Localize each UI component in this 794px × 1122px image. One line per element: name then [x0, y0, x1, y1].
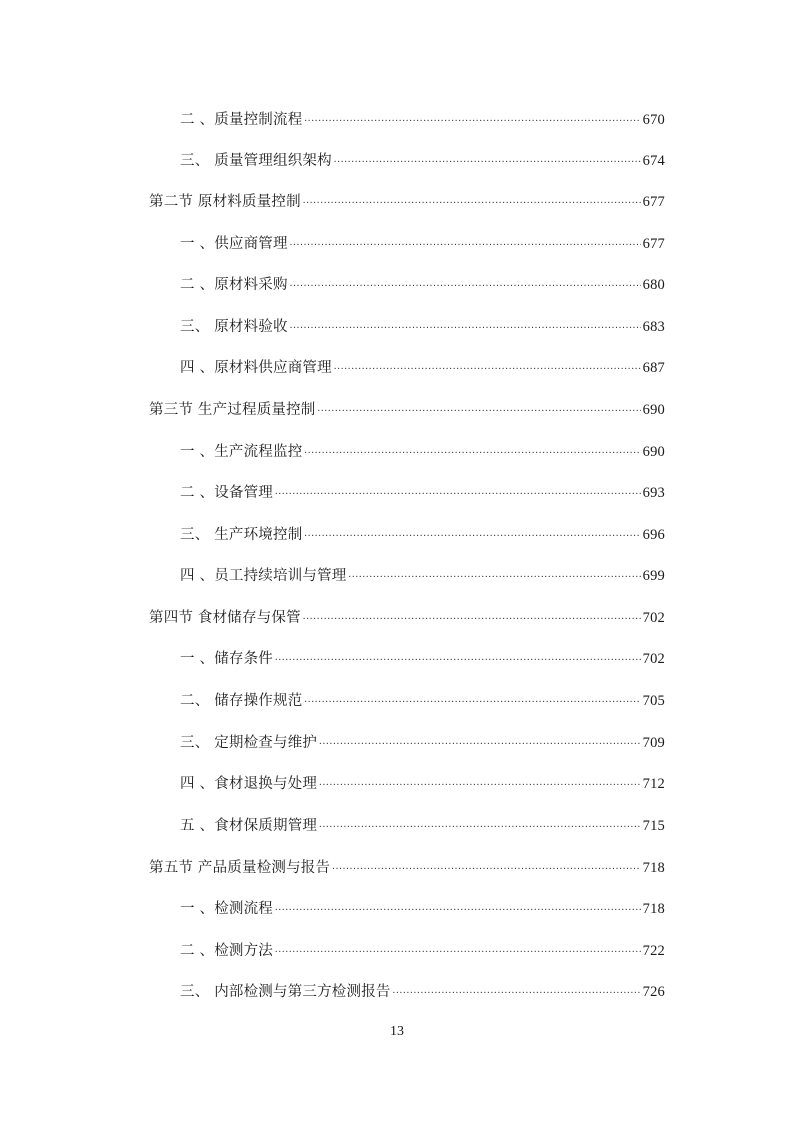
- toc-entry-page: 718: [642, 901, 665, 917]
- toc-entry-label: 一 、检测流程: [180, 901, 274, 917]
- toc-entry-label: 三、 生产环境控制: [180, 527, 303, 543]
- toc-entry-label: 一 、生产流程监控: [180, 444, 303, 460]
- page-number: 13: [390, 1024, 404, 1039]
- toc-entry-page: 699: [642, 568, 665, 584]
- toc-section-entry[interactable]: [149, 399, 665, 421]
- toc-entry-page: 709: [642, 735, 665, 751]
- toc-entry-page: 687: [642, 360, 665, 376]
- toc-entry-label: 一 、供应商管理: [180, 236, 288, 252]
- toc-entry-label: 第二节 原材料质量控制: [149, 194, 301, 210]
- toc-leader-dots: [304, 440, 640, 462]
- toc-entry-page: 718: [642, 860, 665, 876]
- toc-leader-dots: [275, 897, 641, 919]
- toc-entry[interactable]: [180, 815, 665, 837]
- toc-entry[interactable]: [180, 898, 665, 920]
- toc-leader-dots: [319, 814, 641, 836]
- toc-leader-dots: [334, 356, 641, 378]
- toc-leader-dots: [304, 523, 640, 545]
- toc-leader-dots: [304, 108, 640, 130]
- toc-entry-label: 三、 质量管理组织架构: [180, 153, 332, 169]
- toc-leader-dots: [275, 481, 641, 503]
- toc-entry-label: 第四节 食材储存与保管: [149, 610, 301, 626]
- toc-entry[interactable]: [180, 274, 665, 296]
- toc-entry-page: 690: [642, 402, 665, 418]
- toc-entry[interactable]: [180, 565, 665, 587]
- toc-leader-dots: [304, 689, 640, 711]
- toc-leader-dots: [319, 772, 641, 794]
- toc-entry[interactable]: [180, 316, 665, 338]
- toc-entry-page: 726: [642, 984, 665, 1000]
- toc-entry-page: 696: [642, 527, 665, 543]
- toc-entry[interactable]: [180, 732, 665, 754]
- toc-entry-page: 702: [642, 651, 665, 667]
- toc-entry[interactable]: [180, 773, 665, 795]
- toc-entry-page: 722: [642, 943, 665, 959]
- toc-entry-label: 二 、质量控制流程: [180, 112, 303, 128]
- toc-entry-label: 一 、储存条件: [180, 651, 274, 667]
- toc-leader-dots: [290, 315, 641, 337]
- toc-entry[interactable]: [180, 233, 665, 255]
- toc-entry-label: 四 、原材料供应商管理: [180, 360, 332, 376]
- toc-entry-page: 712: [642, 776, 665, 792]
- toc-entry[interactable]: [180, 981, 665, 1003]
- toc-leader-dots: [303, 606, 641, 628]
- toc-entry-page: 674: [642, 153, 665, 169]
- toc-leader-dots: [349, 564, 641, 586]
- toc-leader-dots: [318, 398, 641, 420]
- toc-entry-page: 680: [642, 277, 665, 293]
- toc-entry-page: 683: [642, 319, 665, 335]
- toc-entry-label: 三、 内部检测与第三方检测报告: [180, 984, 391, 1000]
- toc-entry-label: 四 、食材退换与处理: [180, 776, 318, 792]
- toc-entry-page: 693: [642, 485, 665, 501]
- toc-leader-dots: [275, 647, 641, 669]
- toc-leader-dots: [332, 856, 640, 878]
- toc-entry-page: 702: [642, 610, 665, 626]
- toc-entry[interactable]: [180, 648, 665, 670]
- toc-leader-dots: [334, 149, 641, 171]
- toc-entry[interactable]: [180, 150, 665, 172]
- toc-entry-label: 第五节 产品质量检测与报告: [149, 860, 331, 876]
- toc-entry-page: 715: [642, 818, 665, 834]
- toc-entry-label: 第三节 生产过程质量控制: [149, 402, 316, 418]
- toc-entry-page: 670: [642, 112, 665, 128]
- toc-entry[interactable]: [180, 690, 665, 712]
- toc-leader-dots: [290, 232, 641, 254]
- toc-entry[interactable]: [180, 357, 665, 379]
- toc-entry-label: 二 、检测方法: [180, 943, 274, 959]
- toc-entry-label: 四 、员工持续培训与管理: [180, 568, 347, 584]
- toc-leader-dots: [319, 731, 641, 753]
- toc-entry[interactable]: [180, 940, 665, 962]
- toc-entry[interactable]: [180, 524, 665, 546]
- toc-entry-label: 三、 定期检查与维护: [180, 735, 318, 751]
- toc-entry[interactable]: [180, 482, 665, 504]
- toc-entry[interactable]: [180, 109, 665, 131]
- toc-section-entry[interactable]: [149, 607, 665, 629]
- toc-entry-label: 二 、设备管理: [180, 485, 274, 501]
- toc-leader-dots: [303, 190, 641, 212]
- toc-leader-dots: [275, 939, 641, 961]
- toc-leader-dots: [290, 273, 641, 295]
- toc-section-entry[interactable]: [149, 857, 665, 879]
- toc-entry-page: 677: [642, 236, 665, 252]
- toc-entry-page: 677: [642, 194, 665, 210]
- toc-entry-label: 五 、食材保质期管理: [180, 818, 318, 834]
- toc-entry-label: 二、 储存操作规范: [180, 693, 303, 709]
- toc-entry-label: 二 、原材料采购: [180, 277, 288, 293]
- toc-entry-label: 三、 原材料验收: [180, 319, 288, 335]
- toc-entry[interactable]: [180, 441, 665, 463]
- toc-entry-page: 705: [642, 693, 665, 709]
- toc-entry-page: 690: [642, 444, 665, 460]
- toc-leader-dots: [393, 980, 641, 1002]
- toc-section-entry[interactable]: [149, 191, 665, 213]
